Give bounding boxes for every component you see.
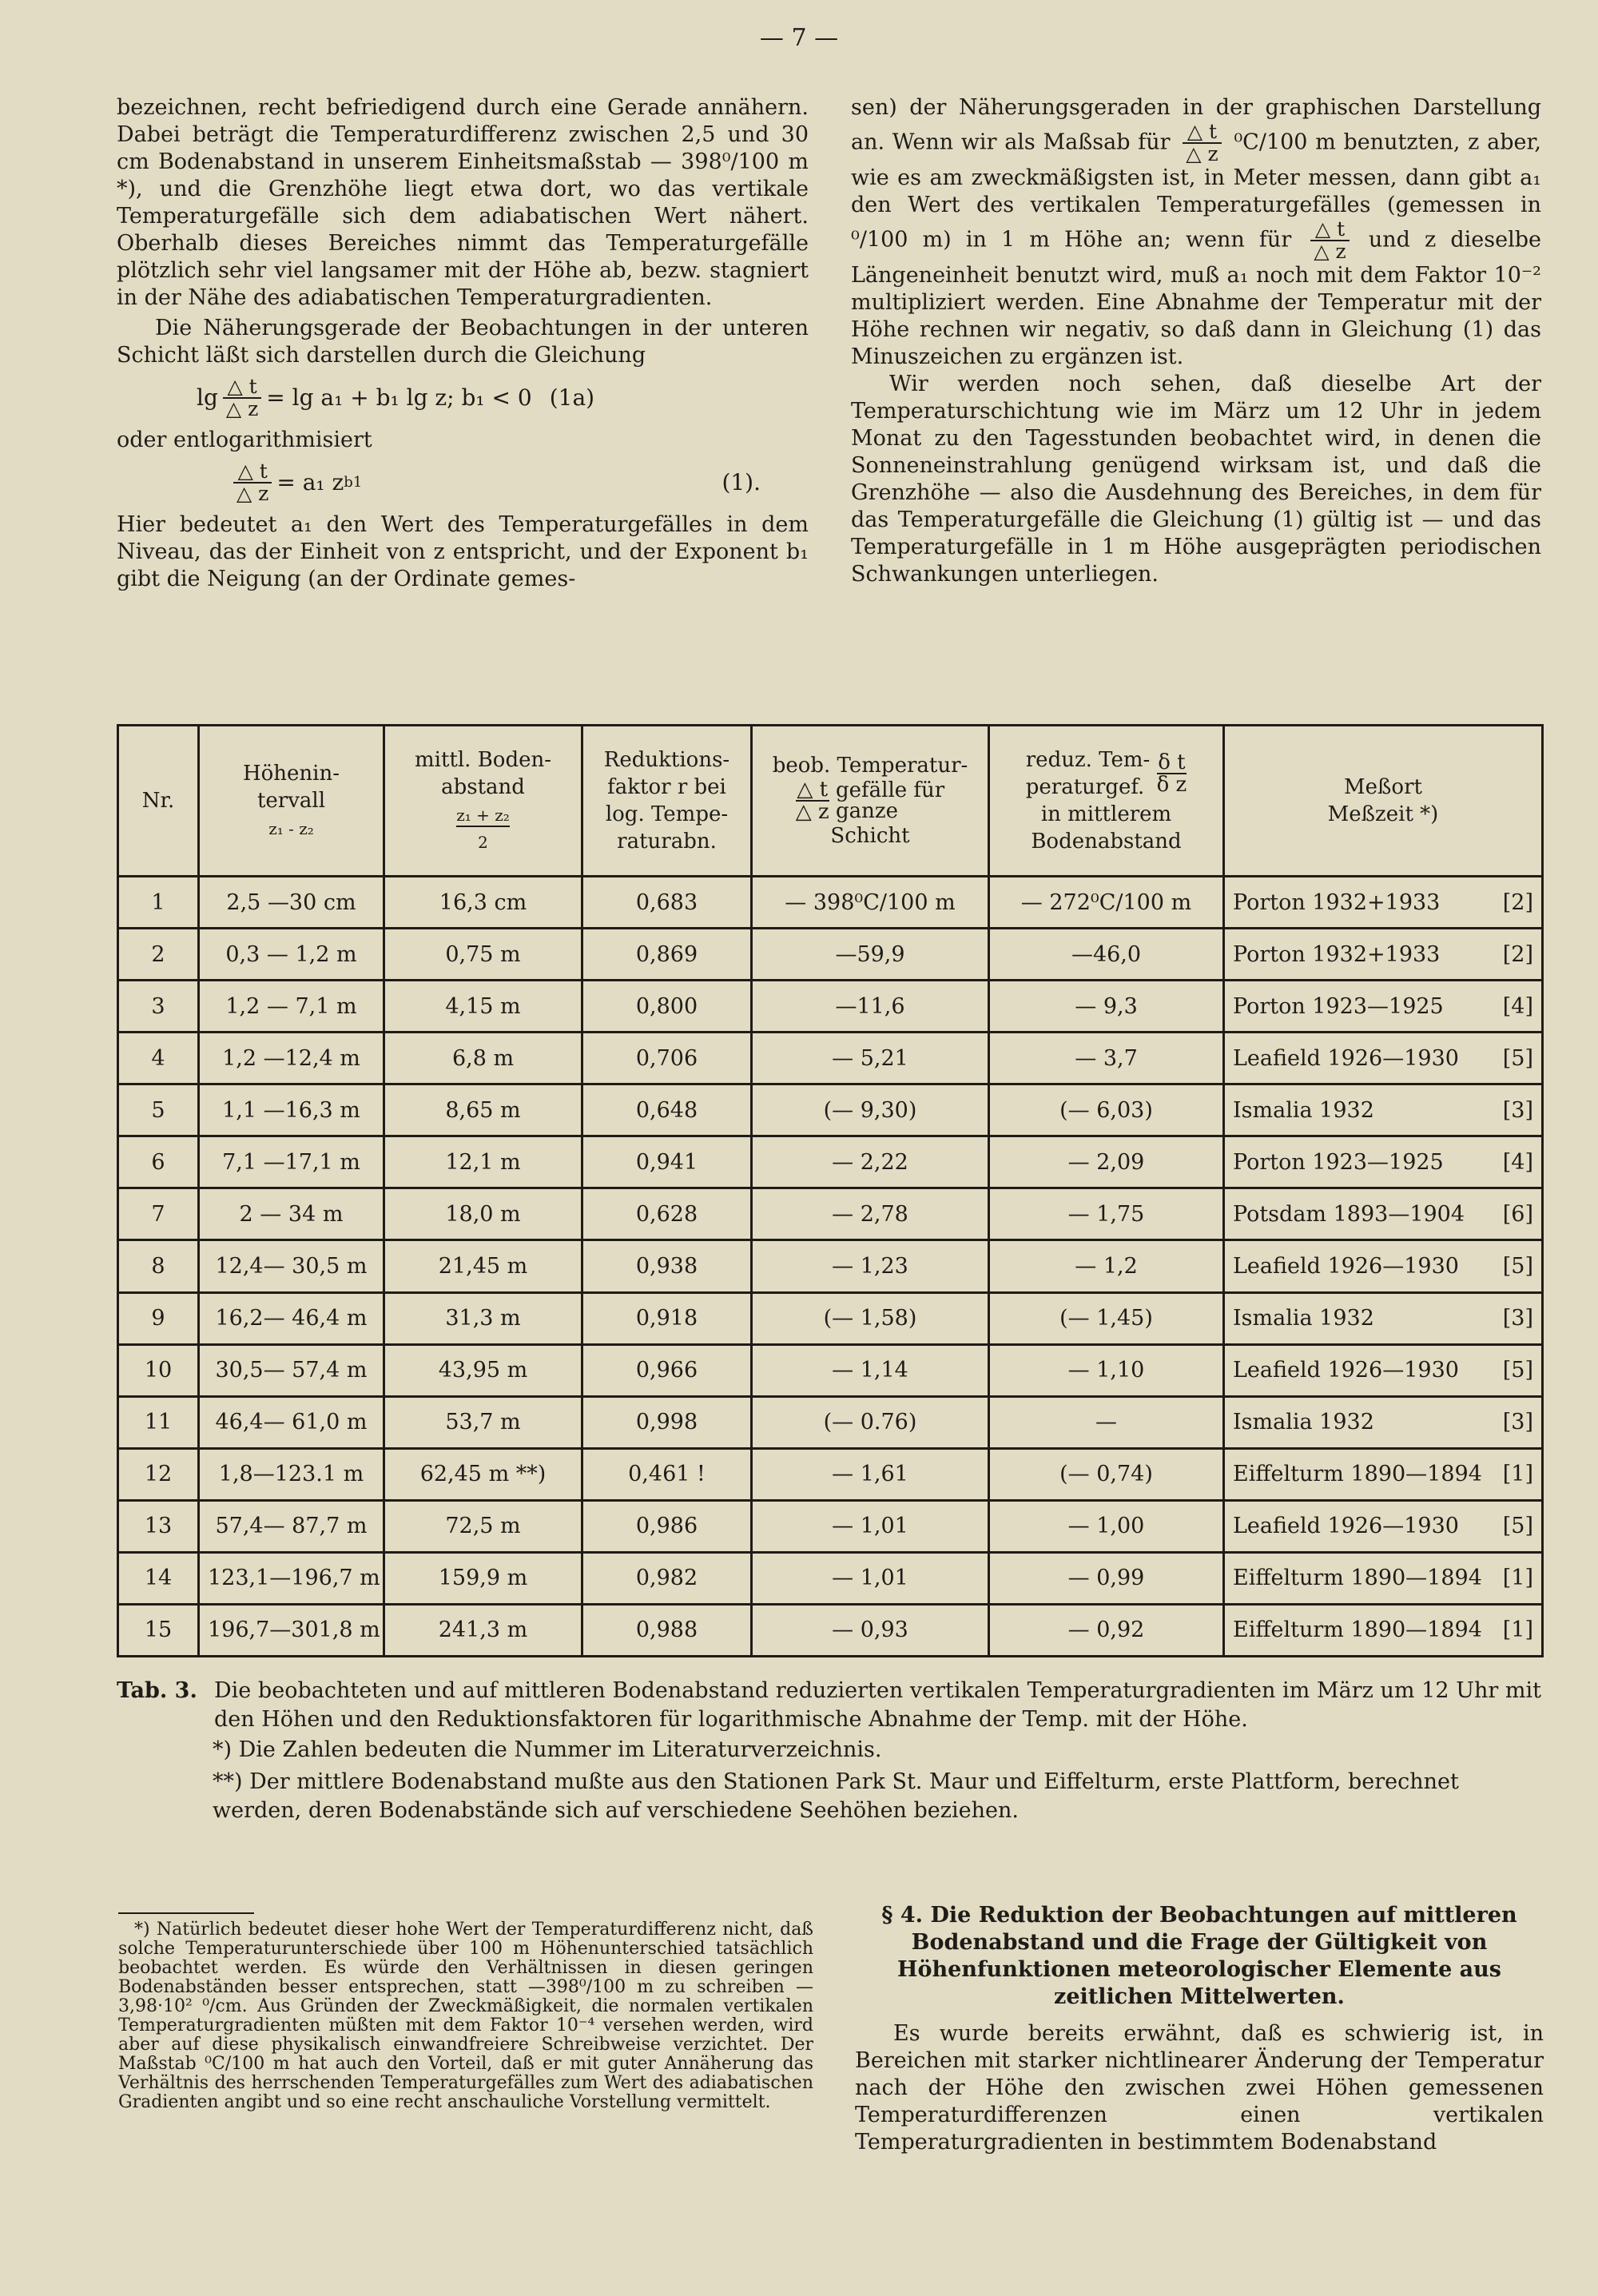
eq2-frac-den: △ z <box>237 482 269 505</box>
table-row: 8 12,4— 30,5 m 21,45 m 0,938 — 1,23 — 1,2 Leafield 1926—1930 [5] <box>118 1240 1543 1292</box>
eq1-lg: lg <box>197 384 218 411</box>
table-row: 9 16,2— 46,4 m 31,3 m 0,918 (— 1,58) (— 1,45) Ismalia 1932 [3] <box>118 1292 1543 1344</box>
right-frac1-num: △ t <box>1183 121 1221 144</box>
right-frac1-den: △ z <box>1186 142 1218 165</box>
header-nr: Nr. <box>118 726 199 877</box>
table-caption <box>117 1677 1541 1825</box>
right-frac2-den: △ z <box>1314 240 1346 263</box>
table-row: 5 1,1 —16,3 m 8,65 m 0,648 (— 9,30) (— 6,03) Ismalia 1932 [3] <box>118 1084 1543 1136</box>
eq2-frac-num: △ t <box>233 461 272 483</box>
right-p1-part-c: und z dieselbe Längeneinheit benutzt wird, muß a₁ noch mit dem Faktor 10⁻² multipliziert werden. Eine Abnahme der Temperatur mit der Höhe rechnen wir negativ, so daß dann in Gleichung (1) das Minuszeichen zu ergänzen ist. <box>851 227 1541 369</box>
table-row: 12 1,8—123.1 m 62,45 m **) 0,461 ! — 1,61 (— 0,74) Eiffelturm 1890—1894 [1] <box>118 1448 1543 1500</box>
temperature-gradient-table <box>117 724 1544 1657</box>
equation-1 <box>117 454 809 511</box>
table-row: 7 2 — 34 m 18,0 m 0,628 — 2,78 — 1,75 Potsdam 1893—1904 [6] <box>118 1188 1543 1240</box>
eq2-exponent: b1 <box>344 474 363 491</box>
right-paragraph-1 <box>851 94 1541 371</box>
header-interval: Höhenin- tervall z₁ - z₂ <box>199 726 384 877</box>
equation-1a <box>117 369 809 427</box>
eq2-fraction <box>233 461 272 504</box>
section-paragraph: Es wurde bereits erwähnt, daß es schwierig ist, in Bereichen mit starker nichtlinearer Änderung der Temperatur nach der Höhe den zwischen zwei Höhen gemessenen Temperaturdifferenzen einen vertikalen Temperaturgradienten in bestimmtem Bodenabstand <box>855 2021 1544 2155</box>
right-column <box>851 94 1541 588</box>
left-paragraph-4: Hier bedeutet a₁ den Wert des Temperaturgefälles in dem Niveau, das der Einheit von z entspricht, und der Exponent b₁ gibt die Neigung (an der Ordinate gemes- <box>117 512 809 591</box>
table-row: 2 0,3 — 1,2 m 0,75 m 0,869 —59,9 —46,0 Porton 1932+1933 [2] <box>118 929 1543 981</box>
footnote-text: *) Natürlich bedeutet dieser hohe Wert der Temperaturdifferenz nicht, daß solche Temperaturunterschiede über 100 m Höhenunterschied tatsächlich beobachtet werden. Es würde den Verhältnissen in diesen geringen Bodenabständen besser entsprechen, statt —398⁰/100 m zu schreiben —3,98·10² ⁰/cm. Aus Gründen der Zweckmäßigkeit, die normalen vertikalen Temperaturgradienten müßten mit dem Faktor 10⁻⁴ versehen werden, wird aber auf diese physikalisch einwandfreiere Schreibweise verzichtet. Der Maßstab ⁰C/100 m hat auch den Vorteil, daß er mit guter Annäherung das Verhältnis des herrschenden Temperaturgefälles zum Wert des adiabatischen Gradienten angibt und so eine recht anschauliche Vorstellung vermittelt. <box>118 1920 813 2112</box>
caption-note-1: *) Die Zahlen bedeuten die Nummer im Literaturverzeichnis. <box>213 1737 882 1762</box>
footnote <box>118 1920 813 2112</box>
header-site-time: Meßort Meßzeit *) <box>1224 726 1543 877</box>
table-row: 15 196,7—301,8 m 241,3 m 0,988 — 0,93 — 0,92 Eiffelturm 1890—1894 [1] <box>118 1604 1543 1656</box>
right-frac2-num: △ t <box>1310 219 1349 241</box>
right-fraction-1 <box>1183 121 1221 165</box>
page-number: — 7 — <box>759 24 839 52</box>
caption-text: Die beobachteten und auf mittleren Bodenabstand reduzierten vertikalen Temperaturgradienten im März um 12 Uhr mit den Höhen und den Reduktionsfaktoren für logarithmische Abnahme der Temp. mit der Höhe. <box>214 1678 1541 1732</box>
left-column <box>117 94 809 593</box>
table-row: 4 1,2 —12,4 m 6,8 m 0,706 — 5,21 — 3,7 Leafield 1926—1930 [5] <box>118 1033 1543 1084</box>
left-paragraph-1: bezeichnen, recht befriedigend durch eine Gerade annähern. Dabei beträgt die Temperaturdifferenz zwischen 2,5 und 30 cm Bodenabstand in unserem Einheitsmaßstab — 398⁰/100 m *), und die Grenzhöhe liegt etwa dort, wo das vertikale Temperaturgefälle sich dem adiabatischen Wert nähert. Oberhalb dieses Bereiches nimmt das Temperaturgefälle plötzlich sehr viel langsamer mit der Höhe ab, bezw. stagniert in der Nähe des adiabatischen Temperaturgradienten. <box>117 95 809 310</box>
header-reduced-gradient: reduz. Tem- peraturgef. $\frac{\text{δ t}}{\text{δ z}}$ in mittlerem Bodenabstand <box>989 726 1224 877</box>
section-text <box>855 2020 1544 2156</box>
eq1-fraction <box>223 376 261 420</box>
table-row: 6 7,1 —17,1 m 12,1 m 0,941 — 2,22 — 2,09 Porton 1923—1925 [4] <box>118 1136 1543 1188</box>
header-reduction-factor: Reduktions- faktor r bei log. Tempe- raturabn. <box>582 726 752 877</box>
right-p1-part-a: sen) der Näherungsgeraden in der graphischen Darstellung an. Wenn wir als Maßsab für <box>851 95 1541 155</box>
right-fraction-2 <box>1310 219 1349 262</box>
eq1-rhs: = lg a₁ + b₁ lg z; b₁ < 0 <box>266 384 532 411</box>
table-row: 1 2,5 —30 cm 16,3 cm 0,683 — 398⁰C/100 m — 272⁰C/100 m Porton 1932+1933 [2] <box>118 877 1543 929</box>
eq1-frac-num: △ t <box>223 376 261 399</box>
header-mean-distance: mittl. Boden- abstand z₁ + z₂ 2 <box>384 726 582 877</box>
eq2-tag: (1). <box>721 469 761 495</box>
table-row: 3 1,2 — 7,1 m 4,15 m 0,800 —11,6 — 9,3 Porton 1923—1925 [4] <box>118 981 1543 1033</box>
eq1-tag: (1a) <box>549 384 595 411</box>
caption-note-2: **) Der mittlere Bodenabstand mußte aus den Stationen Park St. Maur und Eiffelturm, erste Plattform, berechnet werden, deren Bodenabstände sich auf verschiedene Seehöhen beziehen. <box>213 1769 1459 1823</box>
table-row: 13 57,4— 87,7 m 72,5 m 0,986 — 1,01 — 1,00 Leafield 1926—1930 [5] <box>118 1500 1543 1552</box>
left-paragraph-2: Die Näherungsgerade der Beobachtungen in der unteren Schicht läßt sich darstellen durch die Gleichung <box>117 316 809 368</box>
caption-label: Tab. 3. <box>117 1678 197 1703</box>
table-row: 11 46,4— 61,0 m 53,7 m 0,998 (— 0.76) — Ismalia 1932 [3] <box>118 1396 1543 1448</box>
table-row: 14 123,1—196,7 m 159,9 m 0,982 — 1,01 — 0,99 Eiffelturm 1890—1894 [1] <box>118 1552 1543 1604</box>
header-observed-gradient: beob. Temperatur- $\frac{\triangle t}{\triangle z}$ gefälle für ganze Schicht <box>752 726 989 877</box>
left-paragraph-3: oder entlogarithmisiert <box>117 428 372 452</box>
table-header-row <box>118 726 1543 877</box>
eq1-frac-den: △ z <box>225 397 259 420</box>
eq2-rhs: = a₁ z <box>276 469 344 495</box>
right-paragraph-2: Wir werden noch sehen, daß dieselbe Art der Temperaturschichtung wie im März um 12 Uhr in jedem Monat zu den Tagesstunden beobachtet wird, in denen die Sonneneinstrahlung genügend wirksam ist, und daß die Grenzhöhe — also die Ausdehnung des Bereiches, in dem für das Temperaturgefälle die Gleichung (1) gültig ist — und das Temperaturgefälle in 1 m Höhe ausgeprägten periodischen Schwankungen unterliegen. <box>851 372 1541 587</box>
section-heading: § 4. Die Reduktion der Beobachtungen auf mittleren Bodenabstand und die Frage der Gültigkeit von Höhenfunktionen meteorologischer Elemente aus zeitlichen Mittelwerten. <box>881 1903 1517 2009</box>
right-p1-part-b: ⁰C/100 m benutzten, z aber, wie es am zweckmäßigsten ist, in Meter messen, dann gibt a₁ den Wert des vertikalen Temperaturgefälles (gemessen in ⁰/100 m) in 1 m Höhe an; wenn für <box>851 129 1541 253</box>
table-row: 10 30,5— 57,4 m 43,95 m 0,966 — 1,14 — 1,10 Leafield 1926—1930 [5] <box>118 1344 1543 1396</box>
footnote-rule <box>118 1912 254 1914</box>
